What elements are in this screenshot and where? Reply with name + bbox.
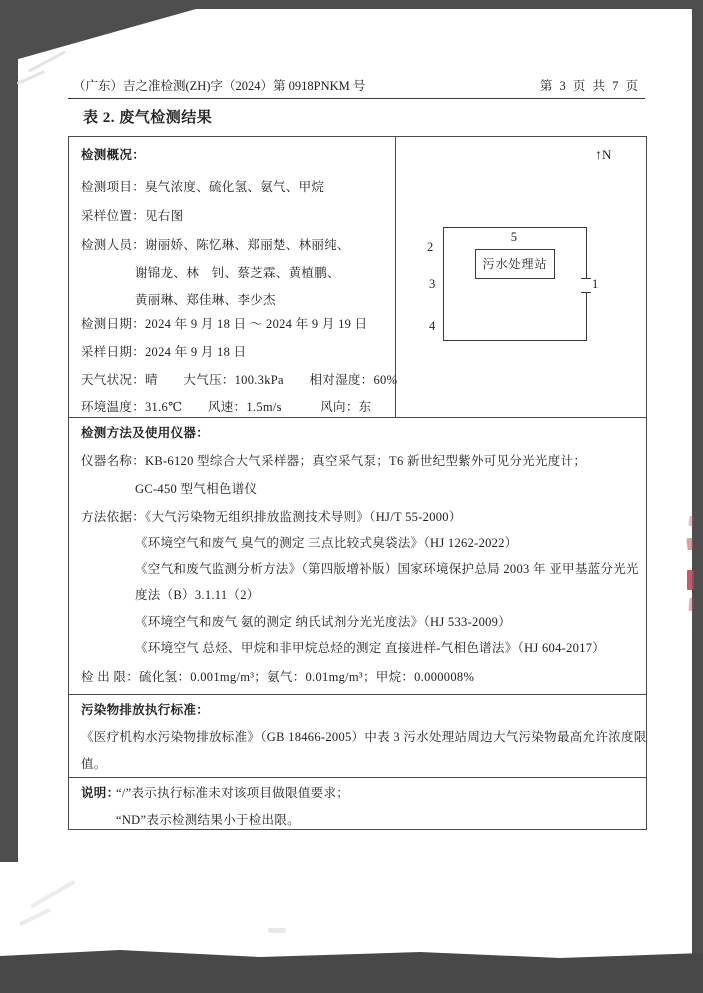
- overview-staff-line1: 检测人员：谢丽娇、陈忆琳、郑丽楚、林丽纯、: [81, 238, 350, 252]
- sample-point-4: 4: [429, 319, 436, 333]
- standards-line1: 《医疗机构水污染物排放标准》（GB 18466-2005）中表 3 污水处理站周边大气污染物最高允许浓度限: [81, 730, 647, 744]
- page-indicator: 第 3 页 共 7 页: [539, 79, 640, 93]
- sample-point-1: 1: [592, 277, 599, 291]
- scan-streak: [19, 908, 51, 926]
- table-title: 表 2. 废气检测结果: [83, 110, 213, 126]
- overview-staff-line2: 谢锦龙、林 钊、蔡芝霖、黄植鹏、: [135, 266, 340, 280]
- scan-border-right: [692, 0, 703, 993]
- site-gate-notch: [581, 278, 591, 293]
- overview-heading: 检测概况：: [81, 148, 146, 162]
- methods-basis-line5: 《环境空气和废气 氨的测定 纳氏试剂分光光度法》（HJ 533-2009）: [135, 615, 512, 629]
- sample-point-5: 5: [510, 230, 518, 244]
- methods-instruments-line2: GC-450 型气相色谱仪: [135, 482, 258, 496]
- overview-project: 检测项目：臭气浓度、硫化氢、氨气、甲烷: [81, 180, 325, 194]
- notes-line2: “ND”表示检测结果小于检出限。: [116, 813, 300, 827]
- row-divider: [69, 694, 646, 695]
- row-divider: [69, 417, 646, 418]
- scan-border-bottom: [0, 950, 703, 993]
- methods-heading: 检测方法及使用仪器：: [81, 426, 210, 440]
- sewage-station-rect: 污水处理站: [475, 249, 555, 279]
- standards-line2: 值。: [81, 757, 107, 771]
- scan-streak: [30, 880, 75, 908]
- methods-basis-line6: 《环境空气 总烃、甲烷和非甲烷总烃的测定 直接进样-气相色谱法》（HJ 604-2017）: [135, 641, 606, 655]
- seal-mark: [686, 538, 693, 551]
- north-arrow-icon: ↑: [595, 148, 602, 163]
- scan-streak: [17, 70, 46, 85]
- methods-instruments-line1: 仪器名称：KB-6120 型综合大气采样器；真空采气泵；T6 新世纪型紫外可见分光光度计；: [81, 454, 587, 468]
- scan-streak: [268, 928, 286, 933]
- methods-basis-line3: 《空气和废气监测分析方法》（第四版增补版）国家环境保护总局 2003 年 亚甲基蓝分光光: [135, 562, 639, 576]
- overview-staff-line3: 黄丽琳、郑佳琳、李少杰: [135, 293, 276, 307]
- scan-border-left: [0, 0, 18, 862]
- document-number: （广东）吉之准检测(ZH)字（2024）第 0918PNKM 号: [73, 79, 366, 93]
- methods-basis-line4: 度法（B）3.1.11（2）: [135, 588, 260, 602]
- overview-environment: 环境温度：31.6℃ 风速：1.5m/s 风向：东: [81, 400, 372, 414]
- overview-sample-date: 采样日期：2024 年 9 月 18 日: [81, 345, 247, 359]
- standards-heading: 污染物排放执行标准：: [81, 703, 210, 717]
- row-divider: [69, 777, 646, 778]
- notes-line1: “/”表示执行标准未对该项目做限值要求；: [116, 786, 350, 800]
- results-table: [68, 136, 647, 830]
- sample-point-2: 2: [427, 240, 434, 254]
- detection-limit: 检 出 限：硫化氢：0.001mg/m³；氨气：0.01mg/m³；甲烷：0.000008%: [81, 670, 475, 684]
- header-rule: [68, 98, 645, 99]
- overview-test-date: 检测日期：2024 年 9 月 18 日 ～ 2024 年 9 月 19 日: [81, 317, 368, 331]
- methods-basis-line2: 《环境空气和废气 臭气的测定 三点比较式臭袋法》（HJ 1262-2022）: [135, 536, 518, 550]
- notes-label: 说明：: [81, 786, 120, 800]
- methods-basis-line1: 方法依据：《大气污染物无组织排放监测技术导则》（HJ/T 55-2000）: [81, 510, 462, 524]
- north-indicator: [595, 147, 611, 164]
- overview-weather: 天气状况：晴 大气压：100.3kPa 相对湿度：60%: [81, 373, 398, 387]
- sample-point-3: 3: [429, 277, 436, 291]
- seal-mark: [687, 570, 694, 590]
- north-label: N: [602, 147, 612, 162]
- scan-border-top: [0, 0, 703, 70]
- overview-location: 采样位置：见右图: [81, 209, 184, 223]
